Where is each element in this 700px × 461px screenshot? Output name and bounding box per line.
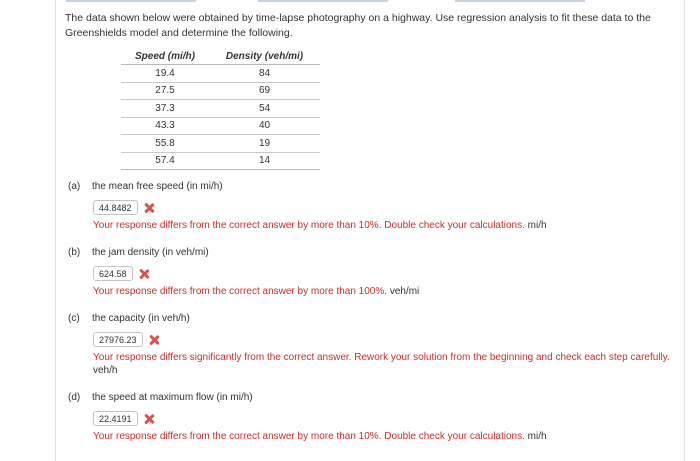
answer-row [93,265,678,282]
speed-cell: 37.3 [121,100,209,118]
column-header-density: Density (veh/mi) [209,48,320,65]
feedback-c [93,351,678,377]
feedback-b [93,285,678,298]
question-text: the jam density (in veh/mi) [92,247,209,258]
density-cell: 84 [209,65,320,83]
table-row [121,135,320,153]
problem-statement: The data shown below were obtained by time-lapse photography on a highway. Use regression analysis to fit these data to the Greenshields model and determine the following. [65,12,651,39]
speed-cell: 57.4 [121,152,209,170]
density-cell: 14 [209,152,320,170]
incorrect-x-icon [143,202,155,214]
density-cell: 19 [209,135,320,153]
part-b-question [68,246,678,260]
top-divider [66,0,196,2]
answer-row [93,410,678,427]
incorrect-x-icon [138,268,150,280]
part-c [68,312,678,377]
top-divider [258,0,388,2]
feedback-a [93,219,678,232]
frame-border-right [684,0,685,461]
density-cell: 54 [209,100,320,118]
answer-input-b[interactable]: 624.58 [93,266,133,281]
unit-label: mi/h [527,220,547,231]
unit-label: veh/mi [389,286,420,297]
error-message: Your response differs significantly from the correct answer. Rework your solution from the beginning and check each step carefully. [93,352,670,363]
answer-row [93,331,678,348]
part-letter: (b) [68,247,81,258]
answer-input-c[interactable]: 27976.23 [93,332,143,347]
density-cell: 40 [209,117,320,135]
column-header-speed: Speed (mi/h) [121,48,209,65]
part-letter: (a) [68,181,81,192]
table-row [121,117,320,135]
part-letter: (d) [68,392,81,403]
table-row [121,152,320,170]
unit-label: veh/h [93,365,118,376]
speed-cell: 55.8 [121,135,209,153]
data-table [121,48,320,170]
part-letter: (c) [68,313,80,324]
question-text: the speed at maximum flow (in mi/h) [92,392,253,403]
feedback-d [93,430,678,443]
speed-cell: 27.5 [121,82,209,100]
error-message: Your response differs from the correct answer by more than 10%. Double check your calculations. [93,220,525,231]
part-d-question [68,391,678,405]
answer-row [93,199,678,216]
table-row [121,65,320,83]
part-c-question [68,312,678,326]
question-text: the capacity (in veh/h) [92,313,190,324]
answer-input-d[interactable]: 22.4191 [93,411,138,426]
part-d [68,391,678,443]
density-cell: 69 [209,82,320,100]
answer-input-a[interactable]: 44.8482 [93,200,138,215]
table-header-row [121,48,320,65]
top-divider [455,0,585,2]
speed-cell: 19.4 [121,65,209,83]
frame-border-left [55,0,56,461]
error-message: Your response differs from the correct answer by more than 10%. Double check your calculations. [93,431,525,442]
part-a [68,180,678,232]
part-a-question [68,180,678,194]
table-row [121,82,320,100]
unit-label: mi/h [527,431,547,442]
speed-cell: 43.3 [121,117,209,135]
incorrect-x-icon [148,334,160,346]
error-message: Your response differs from the correct answer by more than 100%. [93,286,388,297]
part-b [68,246,678,298]
table-row [121,100,320,118]
incorrect-x-icon [143,413,155,425]
question-text: the mean free speed (in mi/h) [92,181,223,192]
